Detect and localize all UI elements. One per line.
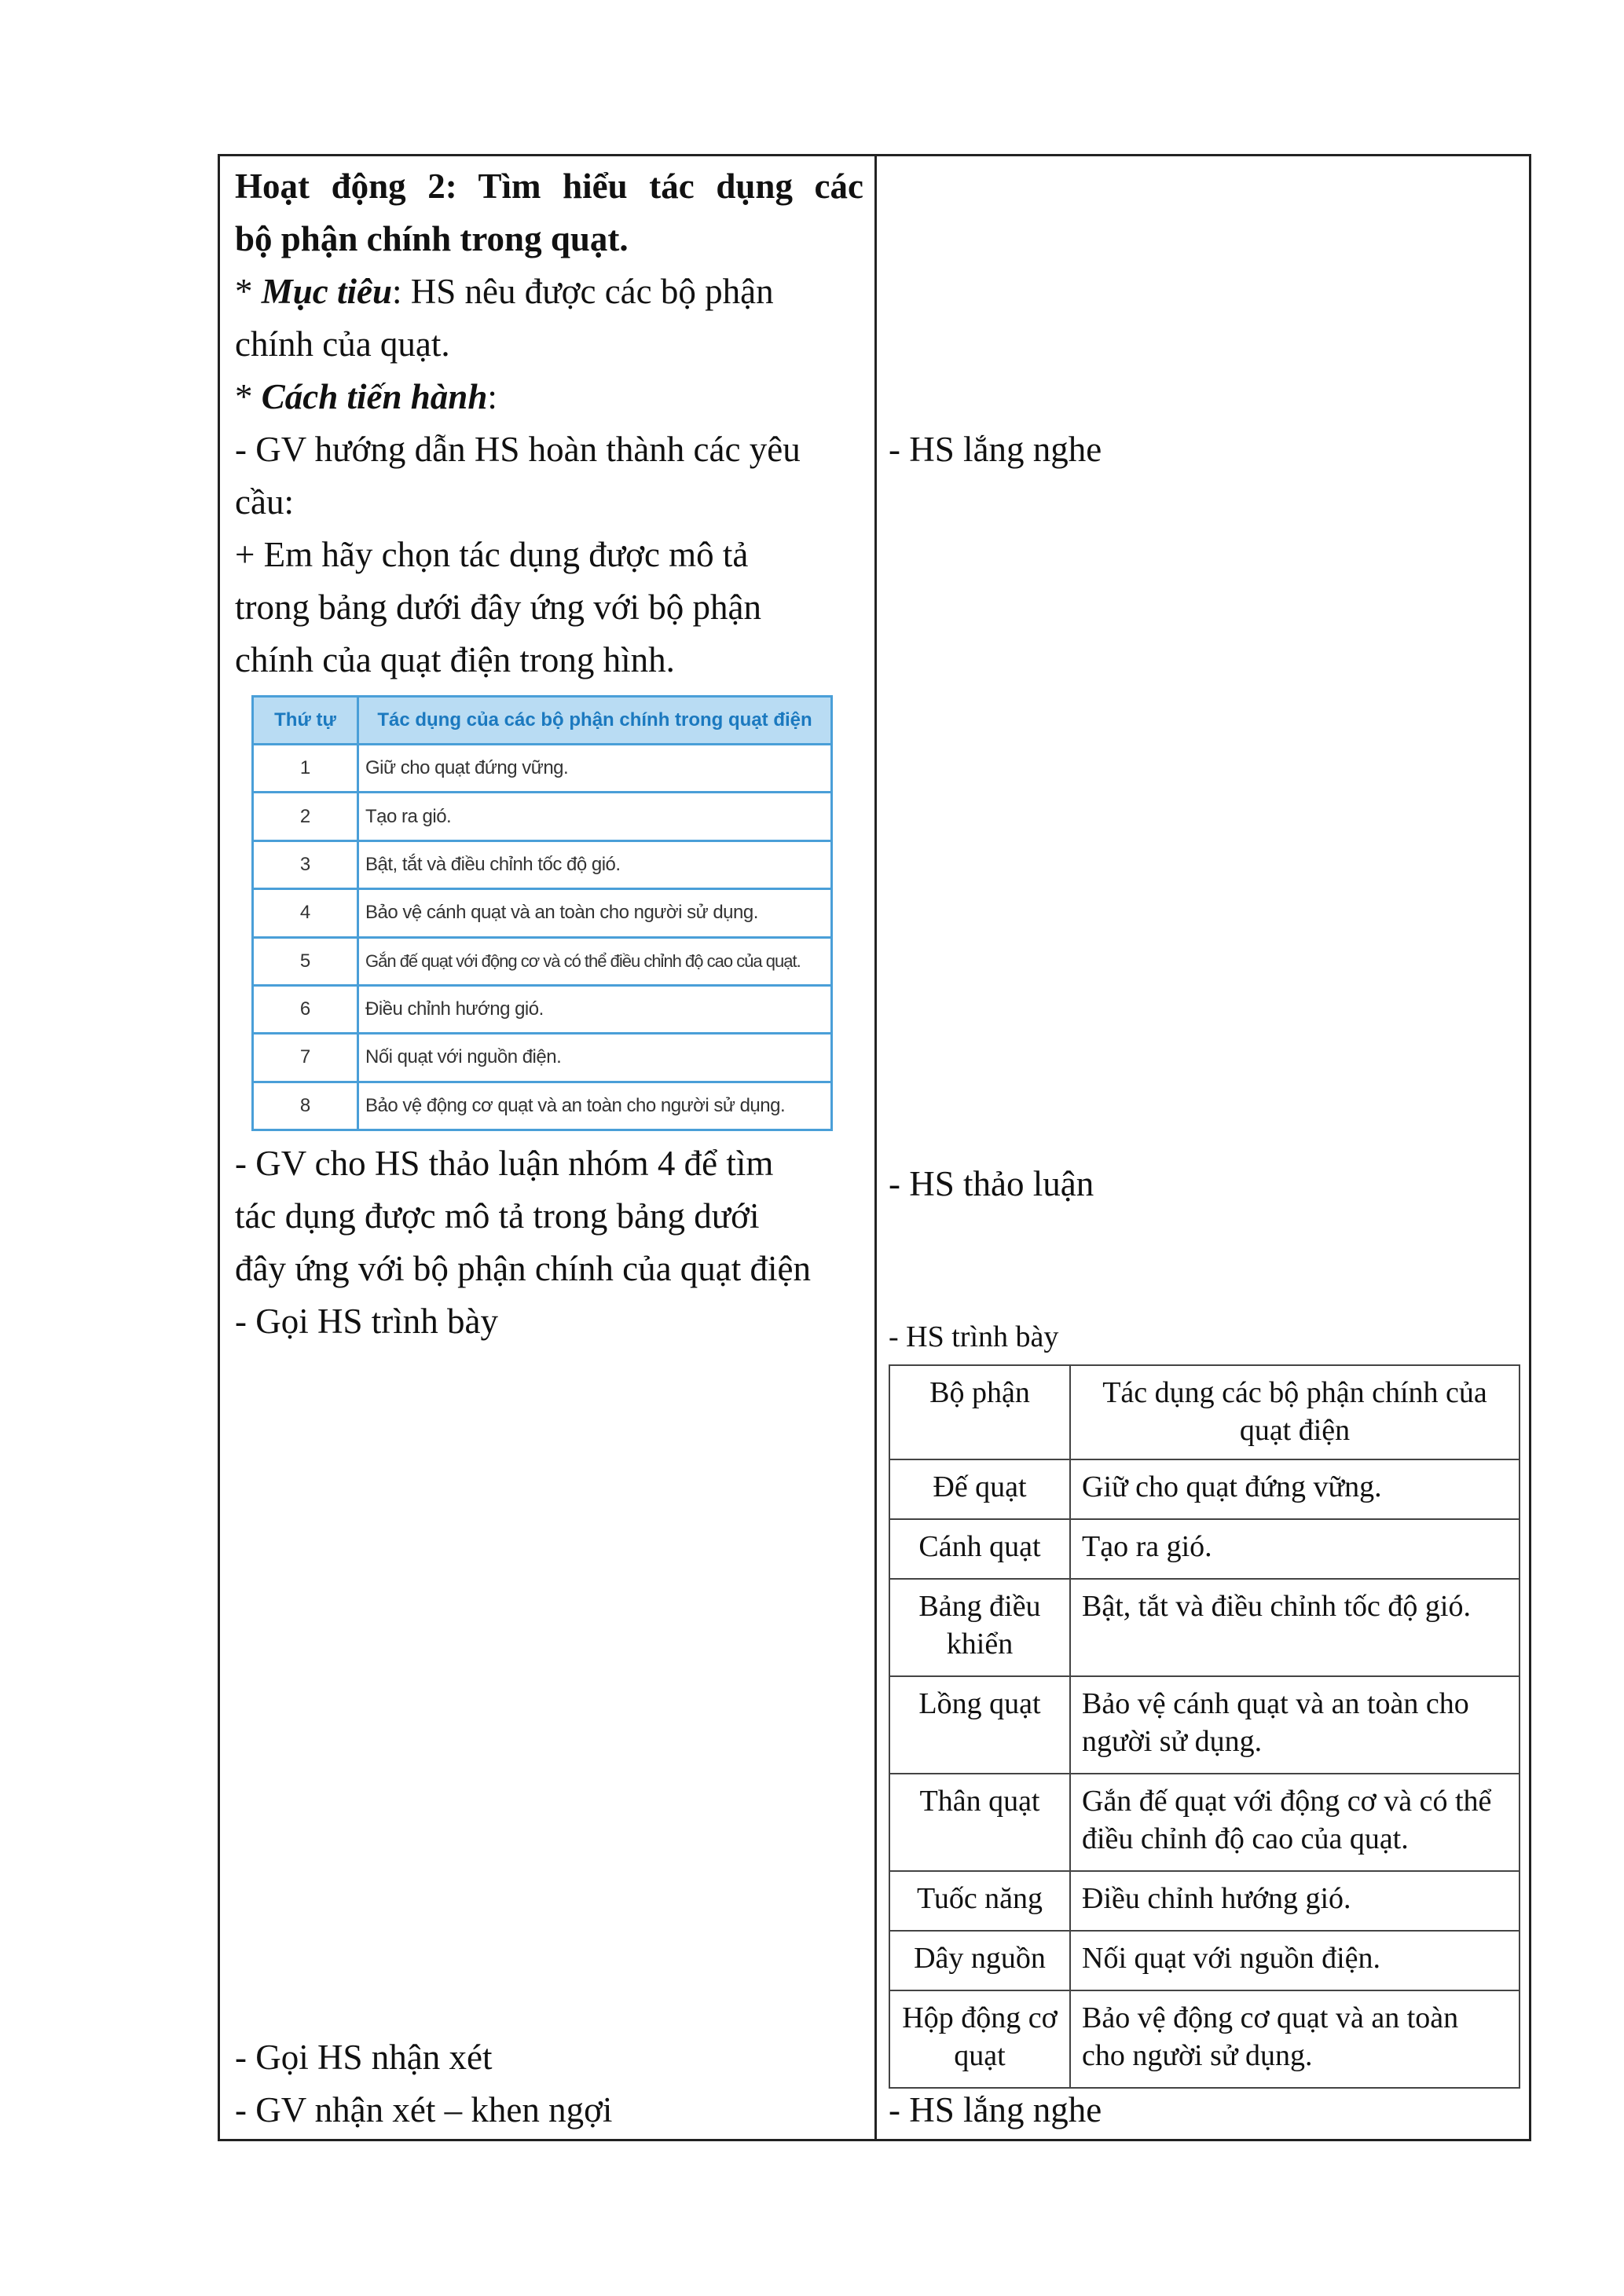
activity-heading-line2: bộ phận chính trong quạt. xyxy=(235,219,629,258)
objective-line1: * Mục tiêu: HS nêu được các bộ phận xyxy=(235,272,774,311)
activity-heading-line1: Hoạt động 2: Tìm hiểu tác dụng các xyxy=(235,167,863,206)
image-table-header-effect: Tác dụng của các bộ phận chính trong quạt điện xyxy=(358,697,832,745)
table-row: Cánh quạt Tạo ra gió. xyxy=(889,1519,1520,1579)
table-row: 3 Bật, tắt và điều chỉnh tốc độ gió. xyxy=(253,840,832,888)
table-row: 4 Bảo vệ cánh quạt và an toàn cho người sử dụng. xyxy=(253,889,832,937)
table-row: 7 Nối quạt với nguồn điện. xyxy=(253,1034,832,1082)
table-row: 5 Gắn đế quạt với động cơ và có thể điều chỉnh độ cao của quạt. xyxy=(253,937,832,985)
student-listen: - HS lắng nghe xyxy=(889,430,1102,469)
table-row: Dây nguồn Nối quạt với nguồn điện. xyxy=(889,1931,1520,1990)
table-row: 8 Bảo vệ động cơ quạt và an toàn cho người sử dụng. xyxy=(253,1082,832,1130)
discuss-line3: đây ứng với bộ phận chính của quạt điện xyxy=(235,1249,812,1288)
guide-line2: cầu: xyxy=(235,482,294,522)
table-row: 6 Điều chỉnh hướng gió. xyxy=(253,985,832,1033)
objective-line2: chính của quạt. xyxy=(235,324,450,364)
method-label: Cách tiến hành xyxy=(261,377,488,416)
lesson-table xyxy=(218,154,1531,2141)
method-line: * Cách tiến hành: xyxy=(235,377,497,416)
task-line3: chính của quạt điện trong hình. xyxy=(235,640,675,679)
student-discuss: - HS thảo luận xyxy=(889,1164,1094,1203)
image-table-header-order: Thứ tự xyxy=(253,697,358,745)
textbook-table-image xyxy=(251,695,833,1131)
table-row: Lồng quạt Bảo vệ cánh quạt và an toàn cho người sử dụng. xyxy=(889,1676,1520,1774)
table-row: Đế quạt Giữ cho quạt đứng vững. xyxy=(889,1459,1520,1519)
student-listen-final: - HS lắng nghe xyxy=(889,2090,1102,2129)
table-row: Thân quạt Gắn đế quạt với động cơ và có thể điều chỉnh độ cao của quạt. xyxy=(889,1774,1520,1871)
table-row: Tuốc năng Điều chỉnh hướng gió. xyxy=(889,1871,1520,1931)
column-divider xyxy=(874,156,877,2139)
student-present: - HS trình bày xyxy=(889,1320,1059,1353)
answer-header-effect: Tác dụng các bộ phận chính của quạt điện xyxy=(1070,1365,1520,1459)
image-table-header xyxy=(253,697,832,745)
table-row: 2 Tạo ra gió. xyxy=(253,793,832,840)
task-line1: + Em hãy chọn tác dụng được mô tả xyxy=(235,535,749,574)
discuss-line2: tác dụng được mô tả trong bảng dưới xyxy=(235,1196,760,1236)
discuss-line1: - GV cho HS thảo luận nhóm 4 để tìm xyxy=(235,1144,774,1183)
table-row: Hộp động cơ quạt Bảo vệ động cơ quạt và an toàn cho người sử dụng. xyxy=(889,1990,1520,2088)
guide-line1: - GV hướng dẫn HS hoàn thành các yêu xyxy=(235,430,801,469)
present-instruction: - Gọi HS trình bày xyxy=(235,1302,498,1341)
table-row: Bảng điều khiển Bật, tắt và điều chỉnh tốc độ gió. xyxy=(889,1579,1520,1676)
answer-table-header xyxy=(889,1365,1520,1459)
answer-table xyxy=(889,1364,1520,2089)
answer-header-part: Bộ phận xyxy=(889,1365,1070,1459)
table-row: 1 Giữ cho quạt đứng vững. xyxy=(253,745,832,793)
comment-instruction: - Gọi HS nhận xét xyxy=(235,2038,493,2077)
objective-label: Mục tiêu xyxy=(261,272,393,311)
task-line2: trong bảng dưới đây ứng với bộ phận xyxy=(235,588,762,627)
praise-instruction: - GV nhận xét – khen ngợi xyxy=(235,2090,613,2129)
